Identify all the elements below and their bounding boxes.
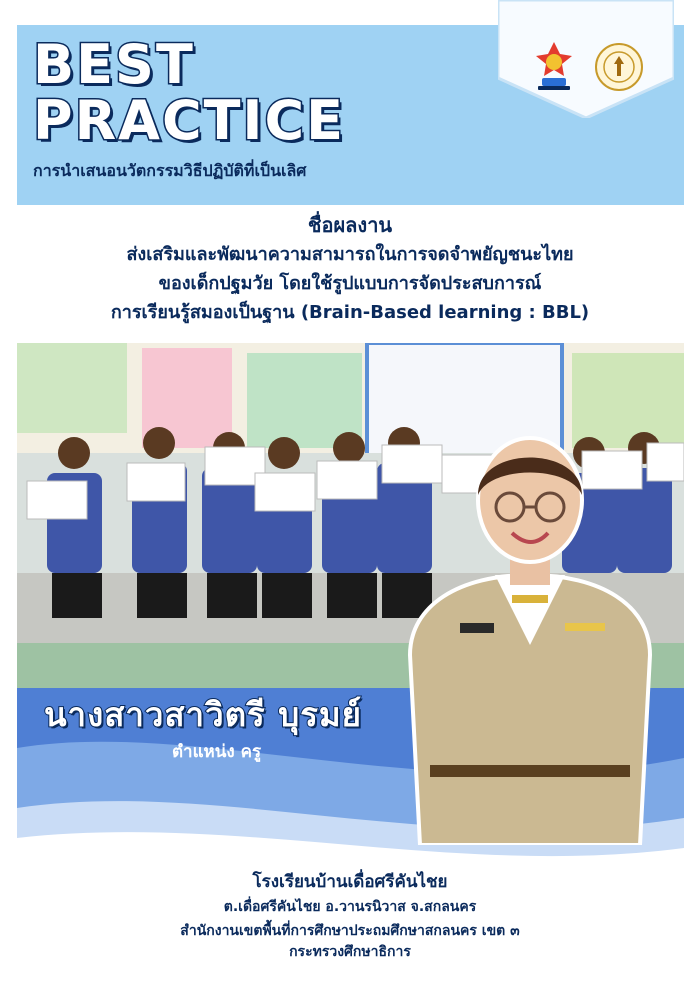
- work-title-line: ส่งเสริมและพัฒนาความสามารถในการจดจำพยัญชนะไทย: [126, 244, 574, 265]
- school-address: ต.เดื่อศรีคันไชย อ.วานรนิวาส จ.สกลนคร: [223, 899, 477, 915]
- header-subtitle: การนำเสนอนวัตกรรมวิธีปฏิบัติที่เป็นเลิศ: [33, 161, 307, 180]
- school-logo-icon: [532, 40, 576, 92]
- ministry-seal-icon: [594, 42, 644, 92]
- work-title-block: [0, 210, 700, 327]
- title-best: BEST: [33, 33, 195, 96]
- person-position: ตำแหน่ง ครู: [172, 742, 262, 762]
- teacher-portrait: [400, 425, 660, 845]
- logo-badge: [498, 0, 674, 118]
- ministry-name: กระทรวงศึกษาธิการ: [289, 944, 411, 960]
- school-name: โรงเรียนบ้านเดื่อศรีคันไชย: [252, 872, 448, 892]
- title-practice: PRACTICE: [33, 89, 346, 152]
- work-label: ชื่อผลงาน: [307, 213, 393, 237]
- work-title-line: การเรียนรู้สมองเป็นฐาน (Brain-Based learning : BBL): [110, 302, 590, 323]
- work-title-line: ของเด็กปฐมวัย โดยใช้รูปแบบการจัดประสบการณ์: [158, 273, 542, 294]
- education-office: สำนักงานเขตพื้นที่การศึกษาประถมศึกษาสกลนคร เขต ๓: [180, 923, 520, 939]
- person-name: นางสาวสาวิตรี บุรมย์: [44, 695, 363, 734]
